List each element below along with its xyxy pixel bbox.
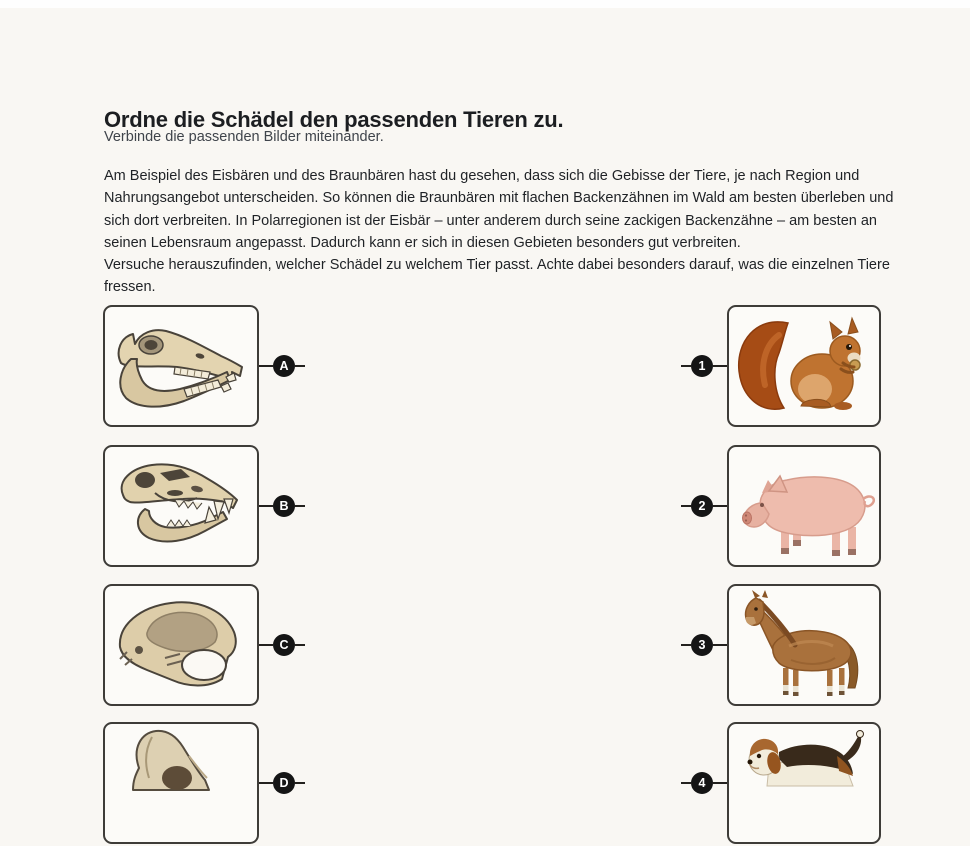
skull-badge-d[interactable]: D (273, 772, 295, 794)
matching-row-2 (0, 445, 970, 569)
connector-line (295, 644, 305, 646)
top-strip (0, 0, 970, 8)
dog-icon (729, 724, 879, 842)
connector-animal-1 (681, 355, 727, 377)
matching-row-1 (0, 305, 970, 429)
skull-card-a[interactable] (103, 305, 259, 427)
connector-line (681, 782, 691, 784)
matching-row-4 (0, 722, 970, 846)
horse-skull-icon (105, 307, 257, 425)
connector-line (681, 365, 691, 367)
intro-line: Nahrungsangebot unterscheiden. So können die Braunbären mit flachen Backenzähnen im Wald am besten überleben und (104, 190, 894, 207)
intro-line: sich dort verbreiten. In Polarregionen ist der Eisbär – unter anderem durch seine zackigen Backenzähne – am besten an (104, 212, 877, 229)
intro-line: seinen Lebensraum angepasst. Dadurch kann er sich in diesen Gebieten besonders gut verbreiten. (104, 234, 741, 251)
matching-row-3 (0, 584, 970, 708)
connector-line (259, 782, 273, 784)
animal-card-4[interactable] (727, 722, 881, 844)
connector-skull-b (259, 495, 305, 517)
squirrel-icon (729, 307, 879, 425)
connector-line (295, 505, 305, 507)
connector-line (681, 644, 691, 646)
connector-animal-3 (681, 634, 727, 656)
connector-line (259, 505, 273, 507)
skull-card-d[interactable] (103, 722, 259, 844)
animal-card-3[interactable] (727, 584, 881, 706)
connector-line (713, 365, 727, 367)
animal-card-1[interactable] (727, 305, 881, 427)
connector-line (259, 365, 273, 367)
page-subtitle: Verbinde die passenden Bilder miteinander. (104, 129, 384, 145)
skull-badge-b[interactable]: B (273, 495, 295, 517)
connector-skull-a (259, 355, 305, 377)
intro-text (104, 165, 894, 299)
animal-badge-3[interactable]: 3 (691, 634, 713, 656)
connector-line (259, 644, 273, 646)
skull-badge-c[interactable]: C (273, 634, 295, 656)
connector-line (713, 505, 727, 507)
connector-line (295, 365, 305, 367)
connector-animal-2 (681, 495, 727, 517)
pig-icon (729, 447, 879, 565)
connector-skull-c (259, 634, 305, 656)
intro-line: fressen. (104, 279, 156, 296)
animal-badge-1[interactable]: 1 (691, 355, 713, 377)
intro-line: Versuche herauszufinden, welcher Schädel zu welchem Tier passt. Achte dabei besonders darauf, was die einzelnen Tiere (104, 257, 890, 274)
skull-card-b[interactable] (103, 445, 259, 567)
intro-line: Am Beispiel des Eisbären und des Braunbären hast du gesehen, dass sich die Gebisse der Tiere, je nach Region und (104, 168, 860, 184)
skull-card-c[interactable] (103, 584, 259, 706)
partial-skull-icon (105, 724, 257, 842)
connector-line (713, 782, 727, 784)
rodent-skull-icon (105, 586, 257, 704)
carnivore-skull-icon (105, 447, 257, 565)
animal-card-2[interactable] (727, 445, 881, 567)
page-title: Ordne die Schädel den passenden Tieren zu. (104, 106, 564, 132)
connector-line (713, 644, 727, 646)
connector-line (295, 782, 305, 784)
animal-badge-4[interactable]: 4 (691, 772, 713, 794)
connector-line (681, 505, 691, 507)
skull-badge-a[interactable]: A (273, 355, 295, 377)
animal-badge-2[interactable]: 2 (691, 495, 713, 517)
connector-skull-d (259, 772, 305, 794)
connector-animal-4 (681, 772, 727, 794)
horse-icon (729, 586, 879, 704)
